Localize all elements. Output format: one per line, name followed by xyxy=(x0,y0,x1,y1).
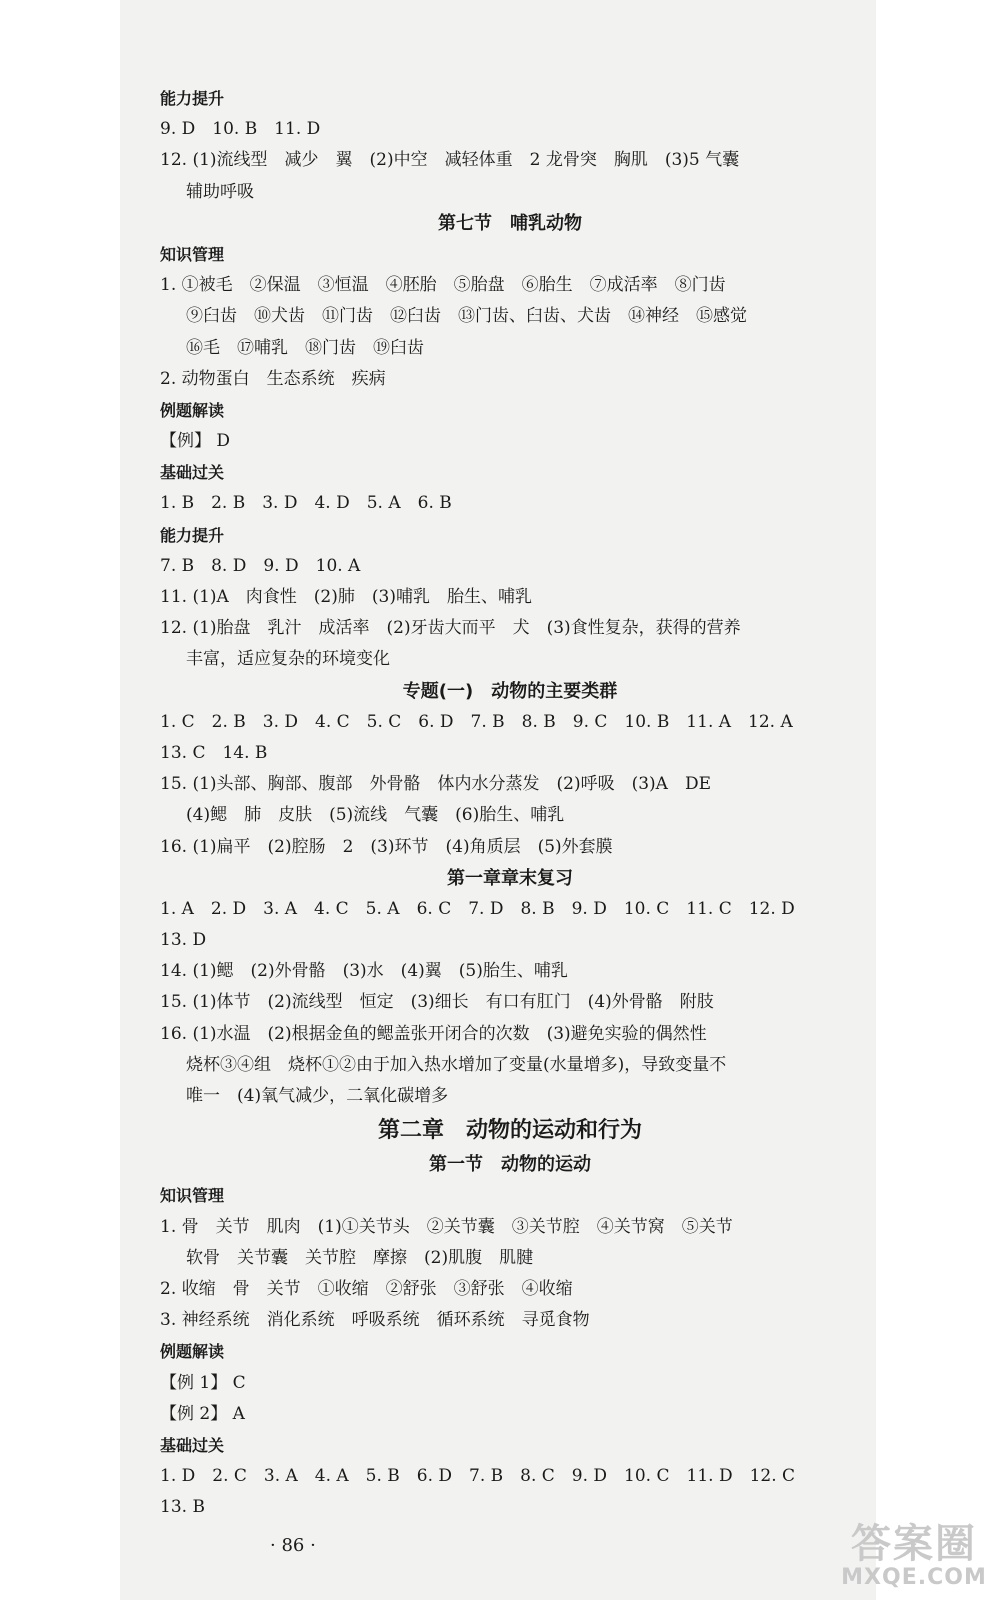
page-number: · 86 · xyxy=(270,1535,316,1556)
answer-line: 16. (1)扁平 (2)腔肠 2 (3)环节 (4)角质层 (5)外套膜 xyxy=(160,836,613,857)
answer-line: 【例 1】 C xyxy=(160,1372,246,1393)
watermark-text: 答案圈 xyxy=(851,1521,977,1567)
answer-line: 1. ①被毛 ②保温 ③恒温 ④胚胎 ⑤胎盘 ⑥胎生 ⑦成活率 ⑧门齿 xyxy=(160,275,726,296)
answer-line: 【例】 D xyxy=(160,431,231,452)
answer-line: 1. B 2. B 3. D 4. D 5. A 6. B xyxy=(160,493,452,514)
answer-content xyxy=(160,83,860,1523)
answer-line: 14. (1)鳃 (2)外骨骼 (3)水 (4)翼 (5)胎生、哺乳 xyxy=(160,961,568,982)
answer-page xyxy=(120,0,876,1600)
answer-line: 11. (1)A 肉食性 (2)肺 (3)哺乳 胎生、哺乳 xyxy=(160,587,532,607)
subsection-heading: 知识管理 xyxy=(160,244,225,264)
answer-line: 13. D xyxy=(160,930,207,951)
subsection-heading: 能力提升 xyxy=(160,89,225,108)
answer-line: 15. (1)头部、胸部、腹部 外骨骼 体内水分蒸发 (2)呼吸 (3)A DE xyxy=(160,774,711,795)
section-title: 第七节 哺乳动物 xyxy=(438,212,582,234)
answer-line: 1. D 2. C 3. A 4. A 5. B 6. D 7. B 8. C 9. D 10. C 11. D 12. C xyxy=(160,1466,796,1487)
answer-line-continued: 烧杯③④组 烧杯①②由于加入热水增加了变量(水量增多)，导致变量不 xyxy=(186,1054,727,1075)
answer-line: 2. 收缩 骨 关节 ①收缩 ②舒张 ③舒张 ④收缩 xyxy=(160,1278,573,1299)
subsection-heading: 基础过关 xyxy=(160,1435,225,1455)
answer-line: 16. (1)水温 (2)根据金鱼的鳃盖张开闭合的次数 (3)避免实验的偶然性 xyxy=(160,1023,707,1044)
answer-line-continued: ⑨臼齿 ⑩犬齿 ⑪门齿 ⑫臼齿 ⑬门齿、臼齿、犬齿 ⑭神经 ⑮感觉 xyxy=(186,306,747,327)
answer-line: 12. (1)流线型 减少 翼 (2)中空 减轻体重 2 龙骨突 胸肌 (3)5 气囊 xyxy=(160,150,740,171)
answer-line: 13. C 14. B xyxy=(160,742,268,763)
watermark-logo xyxy=(834,1522,994,1592)
answer-line: 1. A 2. D 3. A 4. C 5. A 6. C 7. D 8. B 9. D 10. C 11. C 12. D xyxy=(160,898,795,919)
answer-line: 3. 神经系统 消化系统 呼吸系统 循环系统 寻觅食物 xyxy=(160,1310,590,1331)
answer-line: 9. D 10. B 11. D xyxy=(160,119,321,140)
answer-line: 7. B 8. D 9. D 10. A xyxy=(160,555,361,576)
answer-line: 15. (1)体节 (2)流线型 恒定 (3)细长 有口有肛门 (4)外骨骼 附肢 xyxy=(160,992,714,1013)
answer-line-continued: ⑯毛 ⑰哺乳 ⑱门齿 ⑲臼齿 xyxy=(186,337,424,358)
answer-line: 【例 2】 A xyxy=(160,1403,245,1424)
subsection-heading: 能力提升 xyxy=(160,525,225,545)
answer-line-continued: 辅助呼吸 xyxy=(186,181,254,202)
answer-line: 2. 动物蛋白 生态系统 疾病 xyxy=(160,368,386,389)
answer-line: 1. 骨 关节 肌肉 (1)①关节头 ②关节囊 ③关节腔 ④关节窝 ⑤关节 xyxy=(160,1216,733,1237)
answer-line-continued: (4)鳃 肺 皮肤 (5)流线 气囊 (6)胎生、哺乳 xyxy=(186,805,565,826)
watermark-url: MXQE.COM xyxy=(841,1565,987,1590)
section-title: 专题(一) 动物的主要类群 xyxy=(402,680,618,702)
answer-line: 12. (1)胎盘 乳汁 成活率 (2)牙齿大而平 犬 (3)食性复杂，获得的营养 xyxy=(160,618,741,639)
answer-line: 1. C 2. B 3. D 4. C 5. C 6. D 7. B 8. B 9. C 10. B 11. A 12. A xyxy=(160,711,793,732)
chapter-title: 第二章 动物的运动和行为 xyxy=(377,1118,642,1144)
answer-line: 13. B xyxy=(160,1497,205,1518)
subsection-heading: 例题解读 xyxy=(160,400,225,420)
subsection-heading: 基础过关 xyxy=(160,463,225,483)
answer-line-continued: 丰富，适应复杂的环境变化 xyxy=(186,649,390,670)
subsection-heading: 例题解读 xyxy=(160,1342,225,1362)
section-title: 第一节 动物的运动 xyxy=(429,1154,591,1176)
section-title: 第一章章末复习 xyxy=(447,867,573,889)
answer-line-continued: 软骨 关节囊 关节腔 摩擦 (2)肌腹 肌腱 xyxy=(186,1247,534,1268)
answer-line-continued: 唯一 (4)氧气减少，二氧化碳增多 xyxy=(186,1086,449,1106)
subsection-heading: 知识管理 xyxy=(160,1186,225,1206)
